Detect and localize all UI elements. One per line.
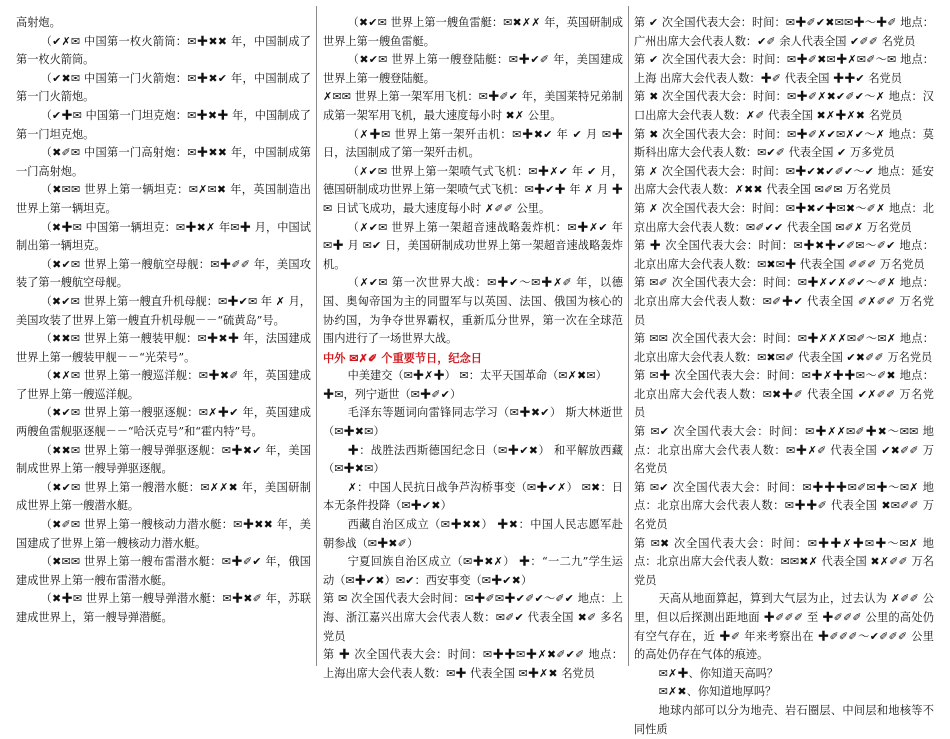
paragraph: 第 ✉✉ 次全国代表大会：时间：✉✚✗✗✗✉✐～✉✗ 地点：北京出席大会代表人数：✉✖✉✐ 代表全国 ✔✖✐✐ 万名党员 (634, 332, 934, 364)
paragraph: ✚：战胜法西斯德国纪念日（✉✚✔✖） 和平解放西藏（✉✚✖✉） (323, 443, 623, 476)
paragraph: （✖✉✉ 世界上第一艘布雷潜水艇：✉✚✐✔ 年，俄国建成世界上第一艘布雷潜水艇。 (16, 555, 311, 587)
paragraph: （✗✔✉ 世界上第一架超音速战略轰炸机：✉✚✗✔ 年 ✉✚ 月 ✉✔ 日，美国研制成功世界上第一架超音速战略轰炸机。 (323, 220, 623, 271)
paragraph: 第 ✉✚ 次全国代表大会：时间：✉✚✗✚✚✉～✐✖ 地点：北京出席大会代表人数：✉✖✚✐ 代表全国 ✔✗✐✐ 万名党员 (634, 369, 934, 420)
paragraph: 第 ✉✐ 次全国代表大会：时间：✉✚✗✔✗✐✔～✐✗ 地点：北京出席大会代表人数：✉✐✚✔ 代表全国 ✐✗✐✐ 万名党员 (634, 276, 934, 327)
paragraph: （✖✖✉ 世界上第一艘装甲舰：✉✚✖✚ 年，法国建成世界上第一艘装甲舰－－“光荣号”。 (16, 332, 311, 364)
column-left (16, 14, 311, 664)
paragraph: 宁夏回族自治区成立（✉✚✖✗） ✚：“一二九”学生运动（✉✚✔✖）✉✔：西安事变（✉✚✔✖） (323, 555, 623, 587)
paragraph: 中美建交（✉✚✗✚） ✉：太平天国革命（✉✗✖✉） (347, 369, 607, 383)
paragraph: 第 ✉✔ 次全国代表大会：时间：✉✚✚✚✉✐✉✚～✉✗ 地点：北京出席大会代表人数：✉✚✚✐ 代表全国 ✖✉✐✐ 万名党员 (634, 480, 934, 532)
paragraph: （✖✚✉ 中国第一辆坦克：✉✚✖✗ 年✉✚ 月，中国试制出第一辆坦克。 (16, 220, 311, 253)
paragraph: 天高从地面算起，算到大气层为止，过去认为 ✗✐✐ 公里，但以后探测出距地面 ✚✐✐✐ 至 ✚✐✐✐ 公里的高处仍有空气存在，近 ✚✐ 年来考察出在 ✚✐✐✐～✔✐✐✐ 公里的高处仍存在气体的痕迹。 (634, 592, 934, 662)
paragraph: ✉✗✚、你知道天高吗？ (658, 666, 779, 680)
paragraph: 第 ✉ 次全国代表大会时间：✉✚✐✉✚✔✐✔～✐✔ 地点：上海、浙江嘉兴出席大会代表人数：✉✐✔ 代表全国 ✖✐ 多名党员 (323, 592, 623, 643)
paragraph: （✗✚✉ 世界上第一架歼击机：✉✚✖✔ 年 ✔ 月 ✉✚ 日，法国制成了第一架歼击机。 (323, 127, 623, 160)
column-divider (628, 6, 629, 666)
paragraph: （✖✐✉ 中国第一门高射炮：✉✚✖✖ 年，中国制成第一门高射炮。 (16, 146, 311, 178)
paragraph: 第 ✉✔ 次全国代表大会：时间：✉✚✗✗✉✐✚✖～✉✉ 地点：北京出席大会代表人数：✉✚✗✐ 代表全国 ✔✖✐✐ 万名党员 (634, 425, 934, 476)
paragraph: （✖✔✉ 世界上第一艘直升机母舰：✉✚✔✉ 年 ✗ 月，美国攻装了世界上第一艘直升机母舰－－“硫黄岛”号。 (16, 294, 311, 327)
paragraph: 第 ✔ 次全国代表大会：时间：✉✚✐✖✉✚✗✉✐～✉ 地点：上海 出席大会代表人数：✚✐ 代表全国 ✚✚✔ 名党员 (634, 53, 934, 85)
paragraph: （✖✔✉ 世界上第一艘驱逐舰：✉✗✚✔ 年，英国建成两艘鱼雷舰驱逐舰－－“哈沃克号”和“霍内特”号。 (16, 406, 311, 439)
paragraph: （✖✉✉ 世界上第一辆坦克：✉✗✉✖ 年，英国制造出世界上第一辆坦克。 (16, 183, 311, 215)
column-divider (316, 6, 317, 666)
paragraph: （✖✐✉ 世界上第一艘核动力潜水艇：✉✚✖✖ 年，美国建成了世界上第一艘核动力潜水艇。 (16, 518, 311, 550)
paragraph: 第 ✖ 次全国代表大会：时间：✉✚✐✗✖✔✐✔～✗ 地点：汉口出席大会代表人数：✗✐ 代表全国 ✖✗✚✗✖ 名党员 (634, 90, 934, 122)
paragraph: 西藏自治区成立（✉✚✖✖） ✚✖：中国人民志愿军赴朝参战（✉✚✖✐） (323, 518, 623, 550)
paragraph: 第 ✖ 次全国代表大会：时间：✉✚✐✗✔✉✗✔～✗ 地点：莫斯科出席大会代表人数：✉✔✐ 代表全国 ✔ 万多党员 (634, 127, 934, 160)
paragraph: ✗：中国人民抗日战争芦沟桥事变（✉✚✔✗） ✉✖：日本无条件投降（✉✚✔✖） (323, 480, 623, 513)
paragraph: 第 ✗ 次全国代表大会：时间：✉✚✔✖✔✐✔～✔ 地点：延安出席大会代表人数：✗✖✖ 代表全国 ✉✐✉ 万名党员 (634, 164, 934, 197)
paragraph: 第 ✉✖ 次全国代表大会：时间：✉✚✚✗✚✉✚～✉✗ 地点：北京出席大会代表人数：✉✉✖✗ 代表全国 ✖✗✐✐ 万名党员 (634, 536, 934, 587)
paragraph: 第 ✔ 次全国代表大会：时间：✉✚✐✔✖✉✉✚～✚✐ 地点：广州出席大会代表人数：✔✐ 余人代表全国 ✔✐✐ 名党员 (634, 16, 934, 48)
paragraph: （✖✔✉ 世界上第一艘鱼雷艇：✉✖✗✗ 年，英国研制成世界上第一艘鱼雷艇。 (323, 16, 623, 48)
paragraph: （✔✖✉ 中国第一门火箭炮：✉✚✖✔ 年，中国制成了第一门火箭炮。 (16, 71, 311, 104)
section-heading: 中外 ✉✗✐ 个重要节日，纪念日 (323, 350, 482, 365)
paragraph: 地球内部可以分为地壳、岩石圈层、中间层和地核等不同性质 (634, 703, 934, 736)
paragraph: （✖✗✉ 世界上第一艘巡洋舰：✉✚✖✐ 年，英国建成了世界上第一艘巡洋舰。 (16, 369, 311, 401)
paragraph: （✗✔✉ 第一次世界大战：✉✚✔～✉✚✗✐ 年，以德国、奥匈帝国为主的同盟军与以英国、法国、俄国为核心的协约国，为争夺世界霸权，重新瓜分世界，第一次在全球范围内进行了一场世界大战。 (323, 276, 623, 346)
paragraph: （✖✔✉ 世界上第一艘登陆艇：✉✚✔✐ 年，美国建成世界上第一艘登陆艇。 (323, 53, 623, 85)
paragraph: ✗✉✉ 世界上第一架军用飞机：✉✚✐✔ 年，美国莱特兄弟制成第一架军用飞机，最大速度每小时 ✖✗ 公里。 (323, 90, 623, 122)
paragraph: （✖✖✉ 世界上第一艘导弹驱逐舰：✉✚✖✔ 年，美国制成世界上第一艘导弹驱逐舰。 (16, 443, 311, 476)
paragraph: （✗✔✉ 世界上第一架喷气式飞机：✉✚✗✔ 年 ✔ 月，德国研制成功世界上第一架喷气式飞机：✉✚✔✚ 年 ✗ 月 ✚✉ 日试飞成功，最大速度每小时 ✗✐✐ 公里。 (323, 164, 623, 215)
paragraph: 第 ✚ 次全国代表大会：时间：✉✚✚✉✚✗✖✐✔✐ 地点：上海出席大会代表人数：✉✚ 代表全国 ✉✚✗✖ 名党员 (323, 648, 623, 680)
column-right (634, 14, 934, 736)
paragraph: ✚✉，列宁逝世（✉✚✐✔） (323, 387, 462, 401)
paragraph: （✖✚✉ 世界上第一艘导弹潜水艇：✉✚✖✐ 年，苏联建成世界上，第一艘导弹潜艇。 (16, 592, 311, 624)
paragraph: （✖✔✉ 世界上第一艘潜水艇：✉✗✗✖ 年，美国研制成世界上第一艘潜水艇。 (16, 480, 311, 513)
paragraph: 高射炮。 (16, 16, 61, 29)
paragraph: 第 ✗ 次全国代表大会：时间：✉✚✖✔✚✉✖～✐✗ 地点：北京出席大会代表人数：✉✐✔✔ 代表全国 ✉✐✗ 万名党员 (634, 201, 934, 234)
paragraph: （✖✔✉ 世界上第一艘航空母舰：✉✚✐✐ 年，美国攻装了第一艘航空母舰。 (16, 257, 311, 290)
paragraph: 毛泽东等题词向雷锋同志学习（✉✚✖✔） 斯大林逝世（✉✚✖✉） (323, 406, 623, 439)
paragraph: 第 ✚ 次全国代表大会：时间：✉✚✖✚✔✐✉～✐✔ 地点：北京出席大会代表人数：✉✖✉✚ 代表全国 ✐✐✐ 万名党员 (634, 239, 934, 271)
column-middle (323, 14, 623, 680)
paragraph: （✔✗✉ 中国第一枚火箭筒：✉✚✖✖ 年，中国制成了第一枚火箭筒。 (16, 34, 311, 67)
paragraph: （✔✚✉ 中国第一门坦克炮：✉✚✖✚ 年，中国制成了第一门坦克炮。 (16, 108, 311, 141)
paragraph: ✉✗✖、你知道地厚吗？ (658, 685, 777, 699)
